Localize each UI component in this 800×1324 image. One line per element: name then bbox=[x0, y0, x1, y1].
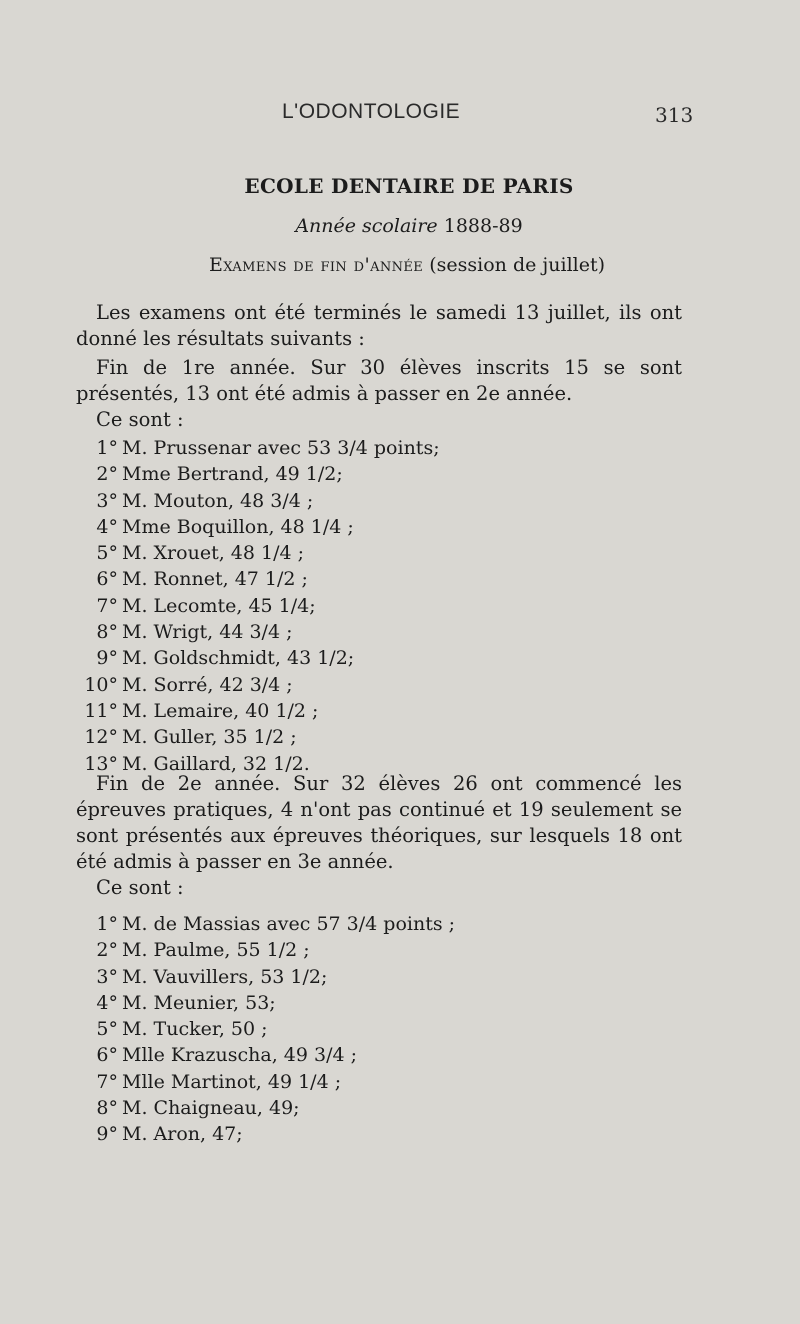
list-item bbox=[76, 619, 682, 645]
list-item bbox=[76, 1042, 682, 1068]
rank-number: 6° bbox=[96, 1044, 118, 1067]
rank-number: 1° bbox=[96, 437, 118, 459]
year2-lead: Ce sont : bbox=[96, 876, 184, 899]
rank-number: 4° bbox=[96, 515, 118, 538]
rank-number: 7° bbox=[96, 1070, 118, 1093]
student-result: M. Chaigneau, 49; bbox=[122, 1097, 300, 1120]
rank-number: 7° bbox=[96, 594, 118, 617]
rank-number: 8° bbox=[96, 1097, 118, 1120]
list-item bbox=[76, 911, 682, 937]
rank-number: 11° bbox=[84, 699, 118, 722]
student-result: M. Paulme, 55 1/2 ; bbox=[122, 939, 310, 962]
intro-paragraph: Les examens ont été terminés le samedi 13 juillet, ils ont donné les résultats suivants : bbox=[76, 301, 682, 350]
school-year bbox=[0, 215, 800, 237]
rank-number: 6° bbox=[96, 568, 118, 591]
list-item bbox=[76, 566, 682, 592]
exam-title: Examens de fin d'année bbox=[208, 254, 424, 276]
student-result: M. Goldschmidt, 43 1/2; bbox=[122, 647, 355, 670]
student-result: M. Guller, 35 1/2 ; bbox=[122, 726, 297, 749]
student-result: M. Ronnet, 47 1/2 ; bbox=[122, 568, 308, 591]
list-item bbox=[76, 1095, 682, 1121]
rank-number: 9° bbox=[96, 1123, 118, 1146]
student-result: M. Vauvillers, 53 1/2; bbox=[122, 965, 328, 988]
student-result: M. Gaillard, 32 1/2. bbox=[122, 752, 310, 775]
running-header bbox=[0, 100, 800, 130]
list-item bbox=[76, 488, 682, 514]
student-result: Mme Bertrand, 49 1/2; bbox=[122, 463, 343, 486]
student-result: Mlle Martinot, 49 1/4 ; bbox=[122, 1070, 342, 1093]
list-item bbox=[76, 937, 682, 963]
list-item bbox=[76, 1069, 682, 1095]
year2-summary: Fin de 2e année. Sur 32 élèves 26 ont commencé les épreuves pratiques, 4 n'ont pas continué et 19 seulement se sont présentés aux épreuves théoriques, sur lesquels 18 ont été admis à passer en 3e année. bbox=[76, 772, 682, 873]
rank-number: 9° bbox=[96, 647, 118, 670]
list-item bbox=[76, 540, 682, 566]
rank-number: 5° bbox=[96, 1018, 118, 1041]
rank-number: 12° bbox=[84, 726, 118, 749]
year1-lead: Ce sont : bbox=[96, 408, 184, 431]
rank-number: 2° bbox=[96, 939, 118, 962]
year-label: Année scolaire bbox=[295, 215, 438, 237]
list-item bbox=[76, 593, 682, 619]
list-item bbox=[76, 461, 682, 487]
list-item bbox=[76, 990, 682, 1016]
year-value: 1888-89 bbox=[443, 215, 523, 237]
list-item bbox=[76, 645, 682, 671]
exam-session: (session de juillet) bbox=[429, 254, 606, 276]
student-result: Mme Boquillon, 48 1/4 ; bbox=[122, 515, 354, 538]
rank-number: 5° bbox=[96, 542, 118, 565]
school-title: ECOLE DENTAIRE DE PARIS bbox=[244, 174, 574, 198]
year1-summary: Fin de 1re année. Sur 30 élèves inscrits 15 se sont présentés, 13 ont été admis à passer en 2e année. bbox=[76, 356, 682, 405]
rank-number: 3° bbox=[96, 489, 118, 512]
list-item bbox=[76, 672, 682, 698]
student-result: M. Lecomte, 45 1/4; bbox=[122, 594, 316, 617]
student-result: M. Xrouet, 48 1/4 ; bbox=[122, 542, 305, 565]
year2-results-list bbox=[76, 911, 682, 1148]
journal-title: L'ODONTOLOGIE bbox=[282, 100, 461, 123]
student-result: Mlle Krazuscha, 49 3/4 ; bbox=[122, 1044, 358, 1067]
rank-number: 4° bbox=[96, 991, 118, 1014]
student-result: M. de Massias avec 57 3/4 points ; bbox=[122, 913, 456, 935]
rank-number: 10° bbox=[84, 673, 118, 696]
list-item bbox=[76, 1121, 682, 1147]
list-item bbox=[76, 514, 682, 540]
list-item bbox=[76, 964, 682, 990]
page-number: 313 bbox=[655, 103, 694, 127]
student-result: M. Lemaire, 40 1/2 ; bbox=[122, 699, 319, 722]
list-item bbox=[76, 1016, 682, 1042]
year1-results-list bbox=[76, 435, 682, 777]
exam-heading bbox=[0, 254, 800, 276]
rank-number: 3° bbox=[96, 965, 118, 988]
rank-number: 1° bbox=[96, 913, 118, 935]
student-result: M. Tucker, 50 ; bbox=[122, 1018, 268, 1041]
rank-number: 2° bbox=[96, 463, 118, 486]
student-result: M. Meunier, 53; bbox=[122, 991, 276, 1014]
student-result: M. Wrigt, 44 3/4 ; bbox=[122, 621, 293, 644]
student-result: M. Mouton, 48 3/4 ; bbox=[122, 489, 314, 512]
student-result: M. Aron, 47; bbox=[122, 1123, 243, 1146]
student-result: M. Sorré, 42 3/4 ; bbox=[122, 673, 293, 696]
list-item bbox=[76, 698, 682, 724]
rank-number: 13° bbox=[84, 752, 118, 775]
list-item bbox=[76, 724, 682, 750]
rank-number: 8° bbox=[96, 621, 118, 644]
student-result: M. Prussenar avec 53 3/4 points; bbox=[122, 437, 440, 459]
list-item bbox=[76, 435, 682, 461]
